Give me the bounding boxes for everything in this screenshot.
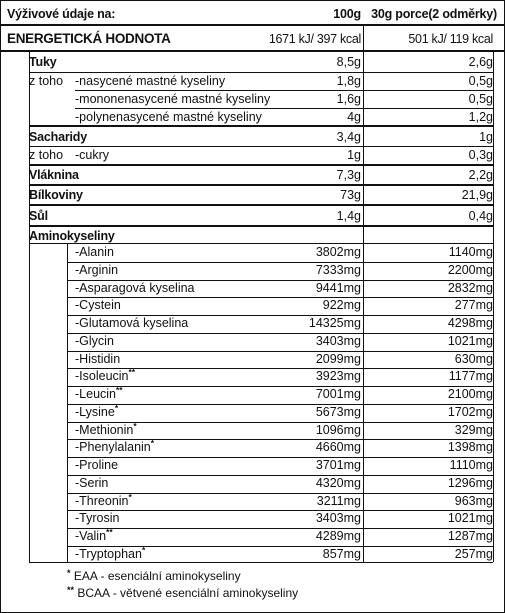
amino-name (75, 315, 188, 333)
divider (1, 24, 504, 26)
amino-name (75, 280, 195, 298)
amino-mark: * (141, 544, 146, 555)
amino-name-text: -Asparagová kyselina (75, 280, 195, 295)
amino-name-text: -Lysine (75, 404, 115, 419)
carbs-30g: 1g (479, 130, 493, 144)
amino-row (1, 404, 504, 422)
monounsaturated-30g: 0,5g (468, 92, 493, 106)
amino-100g: 9441mg (315, 280, 361, 295)
protein-30g: 21,9g (461, 188, 493, 202)
amino-name-text: -Serin (75, 475, 109, 490)
fiber-100g: 7,3g (336, 168, 361, 182)
saturated-row (1, 71, 504, 91)
protein-row (1, 185, 504, 205)
amino-30g: 4298mg (447, 316, 493, 330)
amino-30g: 1296mg (447, 475, 493, 490)
energy-30g: 501 kJ/ 119 kcal (408, 32, 493, 46)
sugars-row (1, 145, 504, 165)
monounsaturated-label: -mononenasycené mastné kyseliny (75, 92, 271, 106)
salt-row (1, 206, 504, 226)
amino-name (75, 457, 118, 475)
salt-100g: 1,4g (336, 209, 361, 223)
z-toho-label: z toho (29, 74, 64, 88)
amino-name-text: -Isoleucin (75, 369, 129, 384)
sugars-30g: 0,3g (468, 148, 493, 162)
amino-30g: 1702mg (447, 404, 493, 419)
saturated-30g: 0,5g (468, 74, 493, 88)
saturated-label: -nasycené mastné kyseliny (75, 74, 226, 88)
amino-30g: 1110mg (449, 458, 493, 472)
amino-mark: ** (116, 385, 123, 395)
amino-100g: 3211mg (316, 493, 361, 508)
protein-label: Bílkoviny (29, 188, 83, 202)
fiber-row (1, 165, 504, 185)
amino-name-text: -Alanin (75, 245, 114, 259)
amino-mark: ** (106, 527, 113, 537)
carbs-label: Sacharidy (29, 130, 87, 144)
amino-title: Aminokyseliny (29, 229, 115, 243)
amino-100g: 4660mg (315, 440, 361, 455)
amino-mark: * (150, 438, 155, 449)
amino-mark: * (114, 402, 119, 413)
amino-100g: 4320mg (315, 475, 361, 490)
energy-100g: 1671 kJ/ 397 kcal (268, 32, 361, 46)
amino-row (1, 315, 504, 333)
amino-name-text: -Glycin (75, 333, 114, 348)
monounsaturated-100g: 1,6g (336, 92, 361, 106)
amino-100g: 3403mg (315, 511, 361, 526)
fiber-label: Vláknina (29, 168, 79, 182)
sugars-label: -cukry (75, 148, 110, 162)
polyunsaturated-100g: 4g (347, 110, 361, 124)
amino-100g: 2099mg (315, 351, 361, 366)
amino-30g: 1177mg (448, 369, 493, 384)
carbs-row (1, 127, 504, 147)
amino-row (1, 439, 504, 457)
amino-100g: 3403mg (315, 333, 361, 348)
amino-30g: 277mg (454, 298, 493, 313)
amino-name (75, 422, 137, 440)
amino-100g: 7333mg (315, 262, 361, 277)
amino-30g: 1287mg (447, 529, 493, 543)
fat-100g: 8,5g (336, 55, 361, 69)
salt-30g: 0,4g (468, 209, 493, 223)
carbs-100g: 3,4g (336, 130, 361, 144)
amino-name-text: -Histidin (75, 351, 121, 366)
amino-name (75, 333, 114, 351)
amino-30g: 257mg (454, 546, 493, 561)
amino-100g: 1096mg (315, 422, 361, 437)
polyunsaturated-30g: 1,2g (468, 110, 493, 124)
amino-name (75, 368, 135, 386)
amino-30g: 963mg (454, 493, 493, 508)
amino-30g: 329mg (454, 422, 493, 437)
z-toho-label: z toho (29, 148, 64, 162)
footnote-eaa (67, 569, 241, 583)
amino-30g: 1398mg (447, 440, 493, 455)
amino-100g: 3923mg (315, 369, 361, 384)
amino-row (1, 510, 504, 528)
amino-name (75, 475, 108, 493)
amino-name (75, 546, 145, 564)
amino-name-text: -Threonin (75, 493, 129, 508)
fat-label: Tuky (29, 55, 57, 69)
amino-30g: 2832mg (447, 280, 493, 295)
amino-name (75, 528, 113, 546)
amino-name-text: -Leucin (75, 387, 116, 401)
amino-mark: * (133, 420, 137, 431)
amino-mark: * (128, 491, 132, 502)
amino-row (1, 493, 504, 511)
amino-row (1, 368, 504, 386)
amino-row (1, 244, 504, 262)
amino-30g: 1021mg (447, 333, 493, 348)
polyunsaturated-row (1, 107, 504, 127)
amino-row (1, 475, 504, 493)
amino-name-text: -Tryptophan (75, 546, 142, 561)
amino-100g: 3701mg (315, 458, 361, 472)
energy-row (1, 29, 504, 49)
footnote-bcaa (67, 586, 298, 600)
amino-mark: ** (128, 367, 136, 378)
footnote-text: BCAA - větvené esenciální aminokyseliny (74, 586, 299, 600)
amino-name (75, 404, 118, 422)
table-header (1, 4, 504, 24)
amino-row (1, 297, 504, 315)
amino-row (1, 351, 504, 369)
amino-name-text: -Methionin (75, 422, 134, 437)
polyunsaturated-label: -polynenasycené mastné kyseliny (75, 110, 262, 124)
amino-100g: 14325mg (308, 316, 361, 330)
footnote-mark: * (67, 568, 71, 578)
amino-30g: 2200mg (447, 262, 493, 277)
amino-100g: 922mg (322, 298, 361, 313)
amino-name-text: -Arginin (75, 262, 119, 277)
fat-row (1, 52, 504, 72)
amino-name-text: -Cystein (75, 298, 121, 313)
amino-name-text: -Glutamová kyselina (75, 316, 189, 330)
amino-row (1, 262, 504, 280)
amino-100g: 5673mg (315, 404, 361, 419)
amino-name (75, 262, 118, 280)
amino-30g: 2100mg (447, 387, 493, 401)
fiber-30g: 2,2g (468, 168, 493, 182)
fat-30g: 2,6g (468, 55, 493, 69)
amino-name-text: -Proline (75, 458, 119, 472)
salt-label: Sůl (29, 209, 48, 223)
amino-row (1, 546, 504, 564)
amino-row (1, 528, 504, 546)
header-title: Výživové údaje na: (7, 7, 116, 21)
amino-row (1, 386, 504, 404)
footnote-text: EAA - esenciální aminokyseliny (70, 569, 241, 583)
amino-name (75, 297, 121, 315)
protein-100g: 73g (340, 188, 361, 202)
sugars-100g: 1g (347, 148, 361, 162)
amino-row (1, 457, 504, 475)
amino-row (1, 280, 504, 298)
amino-row (1, 333, 504, 351)
energy-label: ENERGETICKÁ HODNOTA (7, 31, 171, 46)
amino-name-text: -Phenylalanin (75, 440, 151, 455)
footnote-mark: ** (67, 585, 75, 595)
saturated-100g: 1,8g (336, 74, 361, 88)
header-col-100g: 100g (333, 7, 361, 21)
amino-30g: 1021mg (447, 511, 493, 526)
amino-name (75, 510, 119, 528)
amino-100g: 3802mg (315, 245, 361, 259)
amino-name (75, 386, 123, 404)
amino-100g: 4289mg (315, 529, 361, 543)
amino-name-text: -Valin (75, 529, 107, 543)
amino-100g: 7001mg (315, 387, 361, 401)
amino-name-text: -Tyrosin (75, 511, 120, 526)
amino-row (1, 422, 504, 440)
amino-name (75, 244, 114, 262)
amino-name (75, 439, 154, 457)
amino-100g: 857mg (322, 546, 361, 561)
monounsaturated-row (1, 89, 504, 109)
amino-name (75, 351, 120, 369)
header-col-30g: 30g porce(2 odměrky) (371, 7, 497, 21)
amino-30g: 1140mg (448, 245, 493, 259)
amino-name (75, 493, 132, 511)
amino-30g: 630mg (454, 351, 493, 366)
